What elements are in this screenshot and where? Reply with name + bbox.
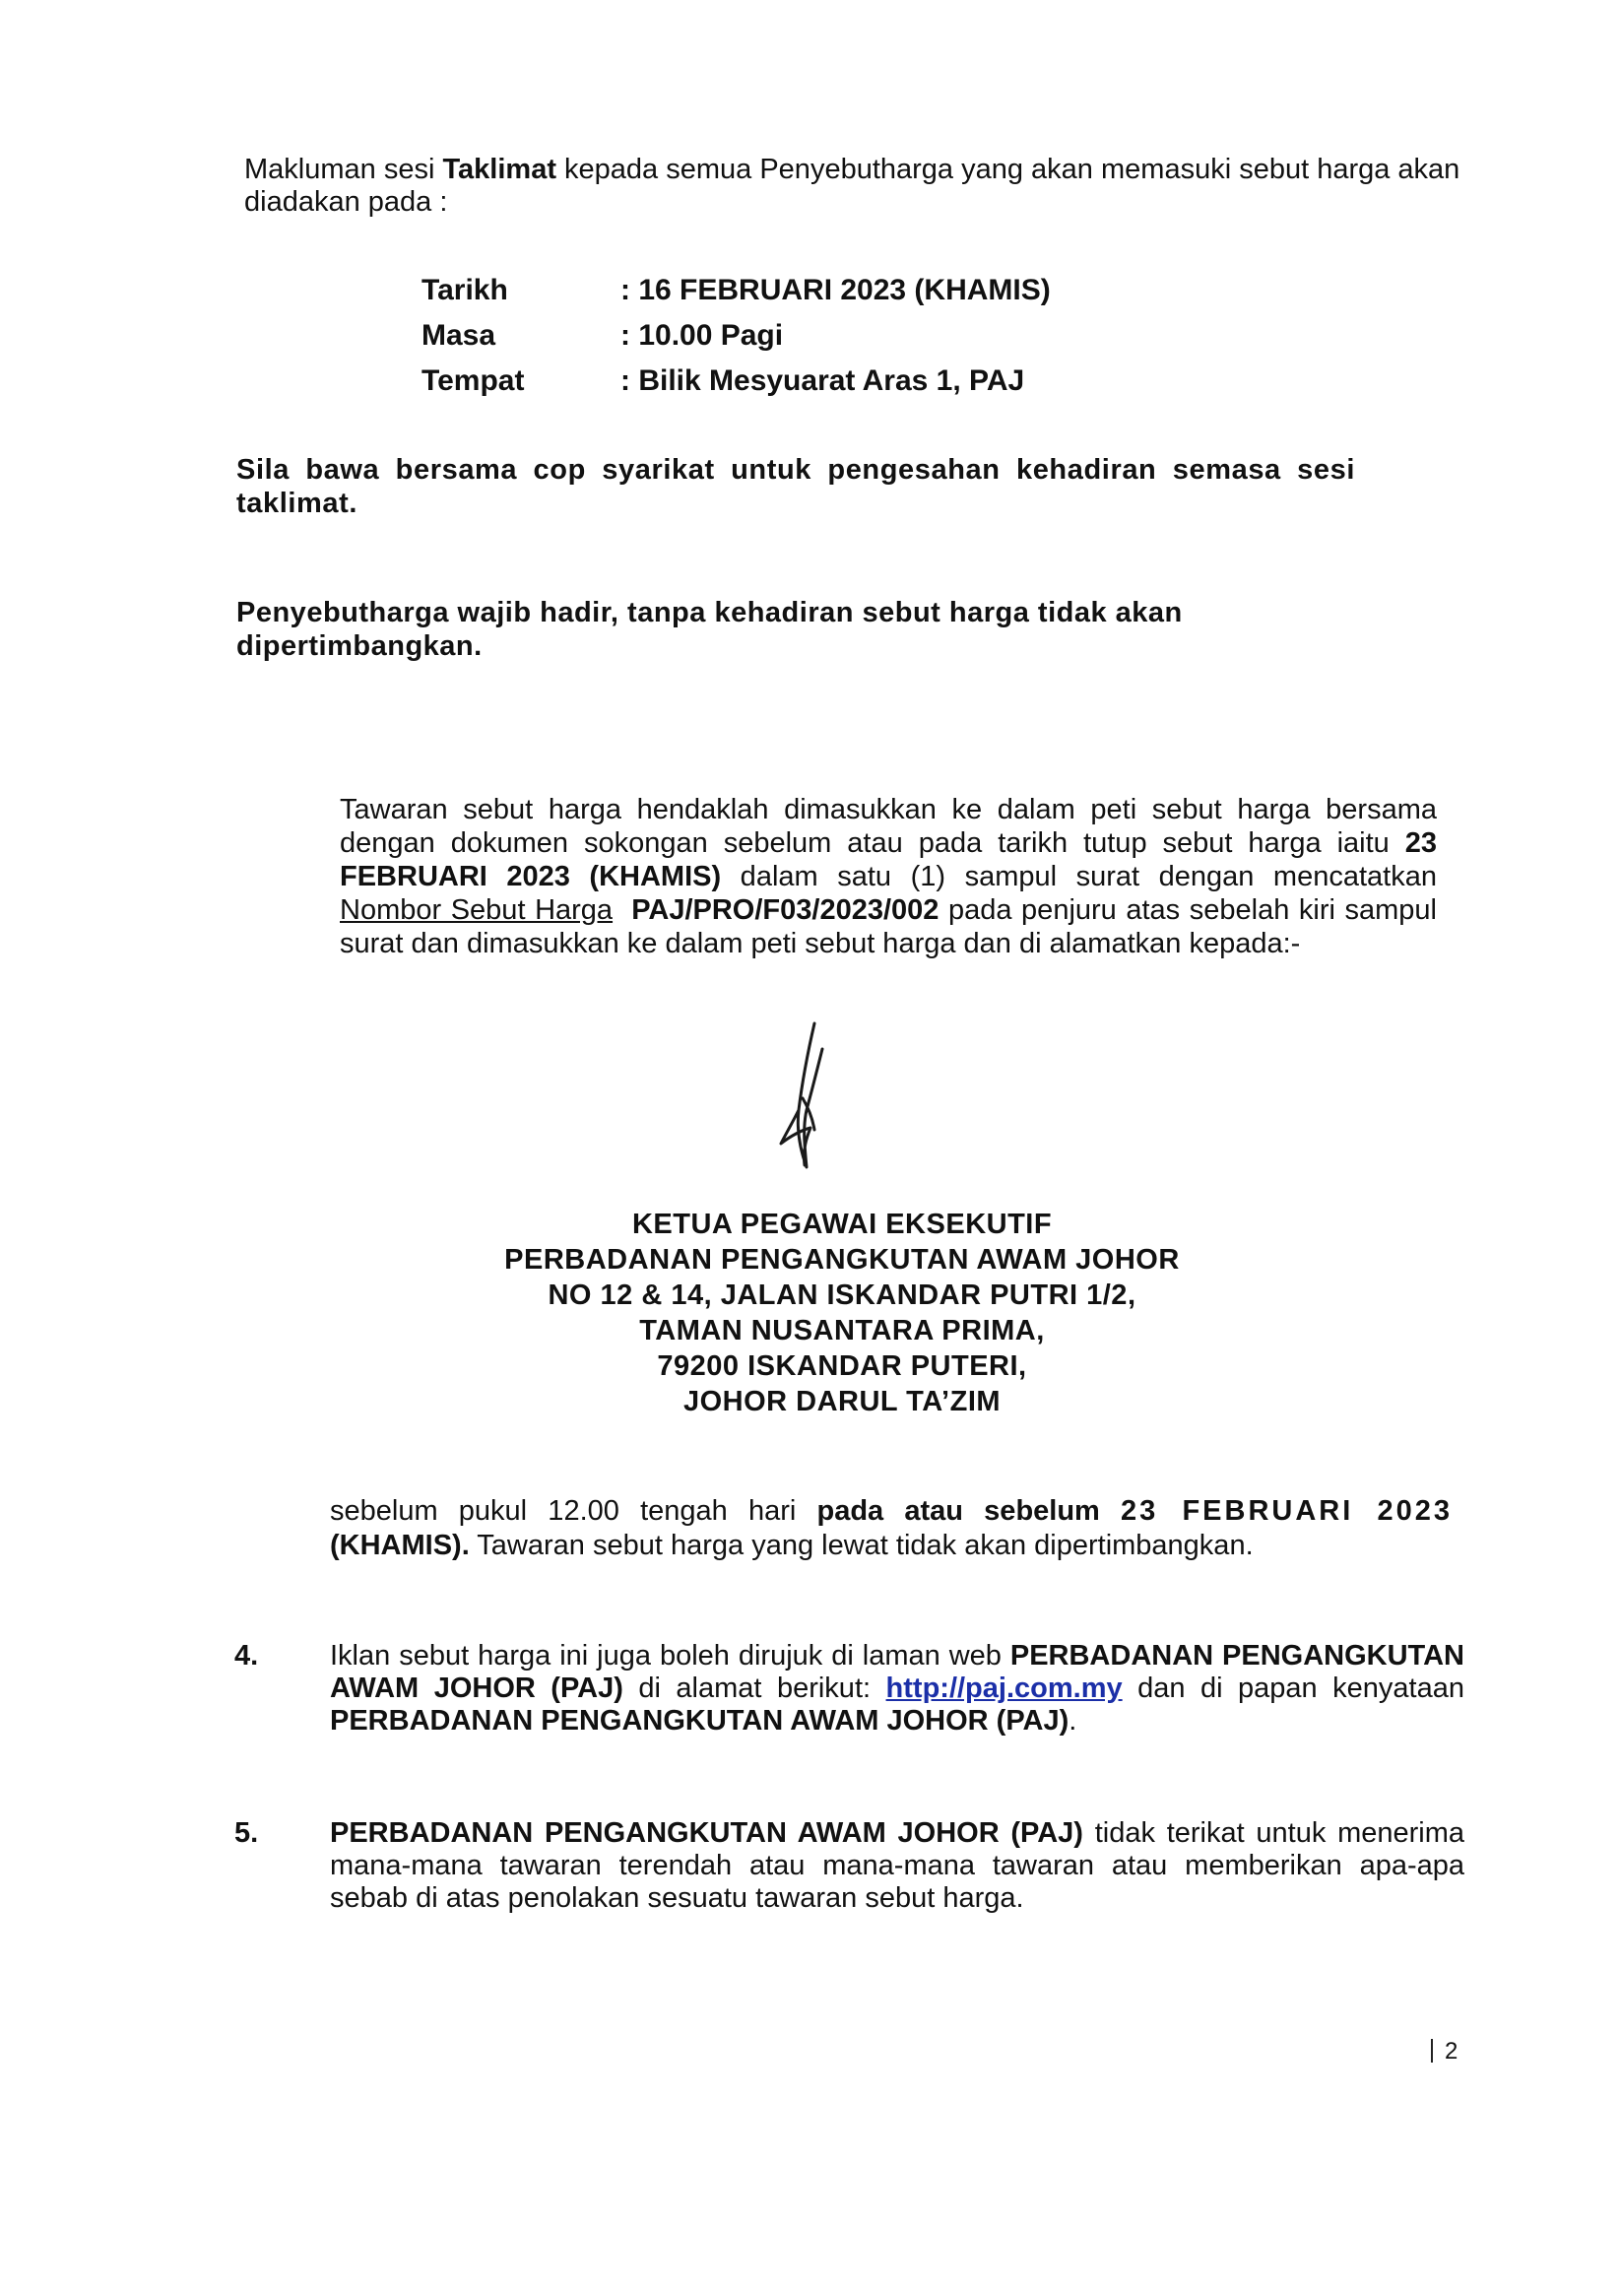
address-line: 79200 ISKANDAR PUTERI, — [657, 1350, 1027, 1382]
stamp-note-text: Sila bawa bersama cop syarikat untuk pengesahan kehadiran semasa sesi taklimat. — [236, 454, 1355, 519]
website-link[interactable]: http://paj.com.my — [885, 1673, 1123, 1704]
briefing-row — [421, 364, 1051, 410]
deadline-paragraph — [330, 1494, 1453, 1563]
intro-bold: Taklimat — [442, 154, 556, 185]
submission-text-2: dalam satu (1) sampul surat dengan mencatatkan — [721, 861, 1437, 892]
submission-paragraph — [340, 793, 1437, 960]
address-line: TAMAN NUSANTARA PRIMA, — [639, 1315, 1045, 1346]
deadline-bold: pada atau sebelum — [816, 1495, 1100, 1527]
item-4-text-4: . — [1069, 1705, 1077, 1737]
stamp-note — [236, 453, 1355, 520]
intro-text: Makluman sesi — [244, 154, 443, 185]
intro-paragraph — [244, 154, 1477, 219]
item-4-text-3: dan di papan kenyataan — [1122, 1673, 1464, 1704]
address-line: PERBADANAN PENGANGKUTAN AWAM JOHOR — [504, 1244, 1180, 1276]
submission-date: 23 FEBRUARI 2023 (KHAMIS) — [340, 827, 1437, 892]
briefing-value: : 10.00 Pagi — [620, 319, 784, 352]
item-4-text-2: di alamat berikut: — [622, 1673, 886, 1704]
briefing-value: : 16 FEBRUARI 2023 (KHAMIS) — [620, 274, 1051, 306]
briefing-row — [421, 319, 1051, 364]
deadline-text-2: Tawaran sebut harga yang lewat tidak akan dipertimbangkan. — [469, 1530, 1254, 1561]
deadline-date: 23 FEBRUARI 2023 — [1121, 1495, 1453, 1527]
briefing-label: Masa — [421, 319, 496, 352]
briefing-value: : Bilik Mesyuarat Aras 1, PAJ — [620, 364, 1025, 397]
briefing-label: Tempat — [421, 364, 525, 397]
deadline-day: (KHAMIS). — [330, 1530, 470, 1561]
attendance-note — [236, 596, 1241, 663]
item-4-text: Iklan sebut harga ini juga boleh dirujuk di laman web — [330, 1640, 1010, 1672]
item-4-org-2: PERBADANAN PENGANGKUTAN AWAM JOHOR (PAJ) — [330, 1705, 1069, 1737]
item-5-org: PERBADANAN PENGANGKUTAN AWAM JOHOR (PAJ) — [330, 1817, 1083, 1849]
intro-text-2: kepada semua Penyebutharga yang akan memasuki sebut harga akan diadakan pada : — [244, 154, 1460, 218]
signature — [763, 1019, 842, 1177]
address-line: KETUA PEGAWAI EKSEKUTIF — [631, 1209, 1053, 1240]
recipient-address — [438, 1207, 1246, 1419]
item-4-number: 4. — [234, 1640, 259, 1672]
page-number — [1431, 2038, 1458, 2066]
item-5-paragraph — [330, 1817, 1464, 1915]
address-line: JOHOR DARUL TA’ZIM — [682, 1386, 1002, 1417]
page-number-value: 2 — [1445, 2038, 1458, 2065]
page-number-divider — [1431, 2039, 1433, 2063]
item-4-paragraph — [330, 1640, 1464, 1738]
reference-label: Nombor Sebut Harga — [340, 894, 614, 926]
submission-text-3: pada penjuru atas sebelah kiri sampul surat dan dimasukkan ke dalam peti sebut harga dan di alamatkan kepada:- — [340, 894, 1437, 959]
attendance-note-text: Penyebutharga wajib hadir, tanpa kehadiran sebut harga tidak akan dipertimbangkan. — [236, 597, 1183, 662]
briefing-details — [421, 274, 1051, 410]
deadline-text: sebelum pukul 12.00 tengah hari — [330, 1495, 817, 1527]
item-4-org: PERBADANAN PENGANGKUTAN AWAM JOHOR (PAJ) — [330, 1640, 1464, 1704]
item-5-number: 5. — [234, 1817, 259, 1849]
reference-number: PAJ/PRO/F03/2023/002 — [631, 894, 940, 926]
briefing-label: Tarikh — [421, 274, 508, 306]
address-line: NO 12 & 14, JALAN ISKANDAR PUTRI 1/2, — [548, 1279, 1136, 1311]
submission-text: Tawaran sebut harga hendaklah dimasukkan ke dalam peti sebut harga bersama dengan dokumen sokongan sebelum atau pada tarikh tutup sebut harga iaitu — [340, 794, 1437, 859]
briefing-row — [421, 274, 1051, 319]
item-5-text: tidak terikat untuk menerima mana-mana tawaran terendah atau mana-mana tawaran atau memberikan apa-apa sebab di atas penolakan sesuatu tawaran sebut harga. — [330, 1817, 1464, 1914]
